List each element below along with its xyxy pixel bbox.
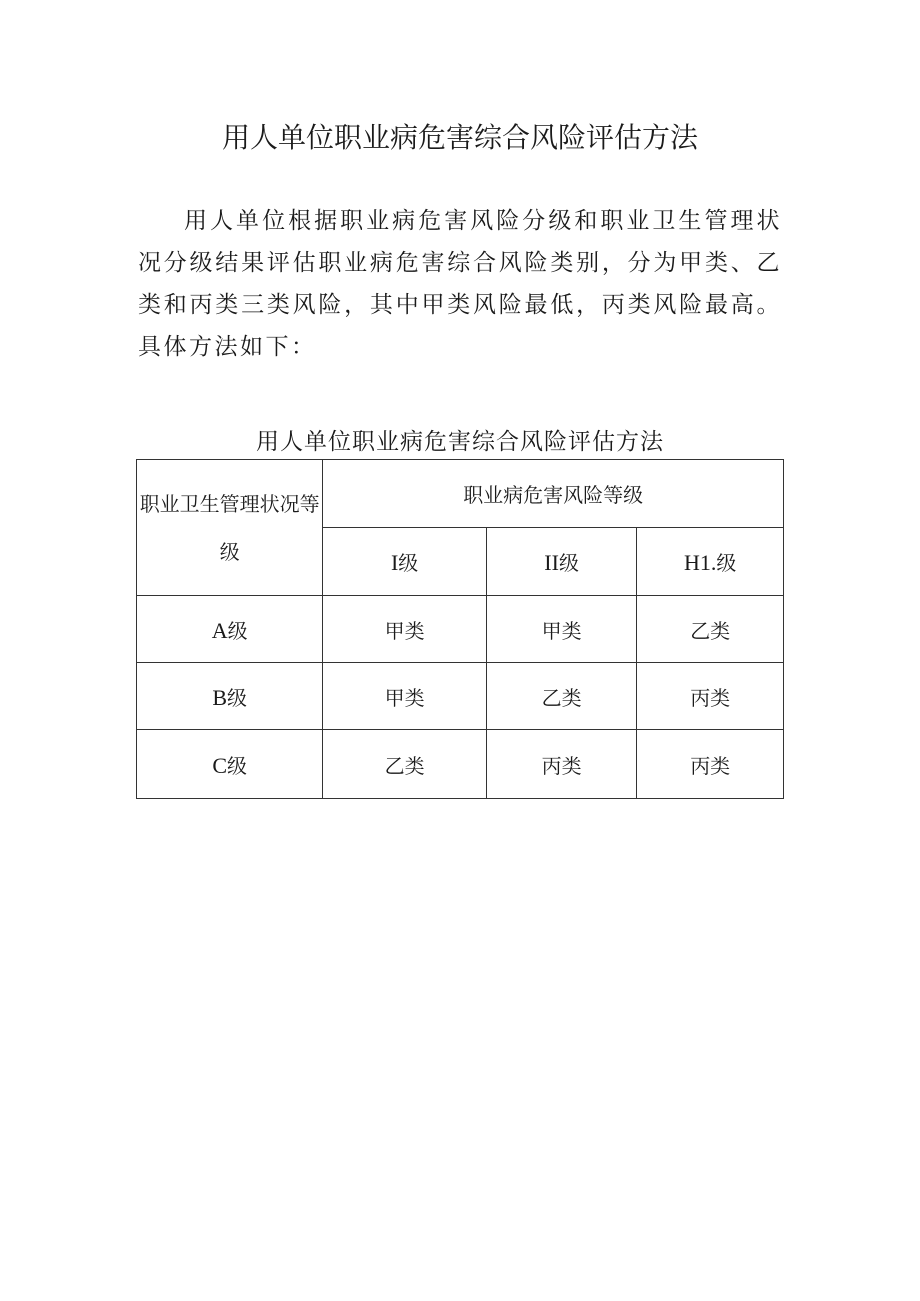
table-cell: 甲类 [323, 663, 486, 730]
risk-level-3: H1.级 [637, 528, 784, 596]
table-header-row [137, 460, 784, 528]
hazard-risk-level-header: 职业病危害风险等级 [323, 460, 784, 528]
table-caption: 用人单位职业病危害综合风险评估方法 [256, 429, 664, 455]
table-cell: 丙类 [637, 730, 784, 799]
table-cell: 丙类 [486, 730, 637, 799]
table-cell: 乙类 [637, 596, 784, 663]
row-label-b: B级 [137, 663, 323, 730]
row-label-a: A级 [137, 596, 323, 663]
management-level-header: 职业卫生管理状况等级 [137, 460, 323, 596]
table-row [137, 663, 784, 730]
risk-level-2: II级 [486, 528, 637, 596]
table-row [137, 730, 784, 799]
table-cell: 乙类 [323, 730, 486, 799]
table-cell: 乙类 [486, 663, 637, 730]
table-cell: 甲类 [323, 596, 486, 663]
document-title: 用人单位职业病危害综合风险评估方法 [221, 121, 698, 154]
row-label-c: C级 [137, 730, 323, 799]
table-cell: 丙类 [637, 663, 784, 730]
table-row [137, 596, 784, 663]
table-cell: 甲类 [486, 596, 637, 663]
risk-assessment-table [136, 459, 784, 799]
risk-level-1: I级 [323, 528, 486, 596]
intro-paragraph: 用人单位根据职业病危害风险分级和职业卫生管理状况分级结果评估职业病危害综合风险类别，分为甲类、乙类和丙类三类风险，其中甲类风险最低，丙类风险最高。具体方法如下： [138, 208, 782, 360]
